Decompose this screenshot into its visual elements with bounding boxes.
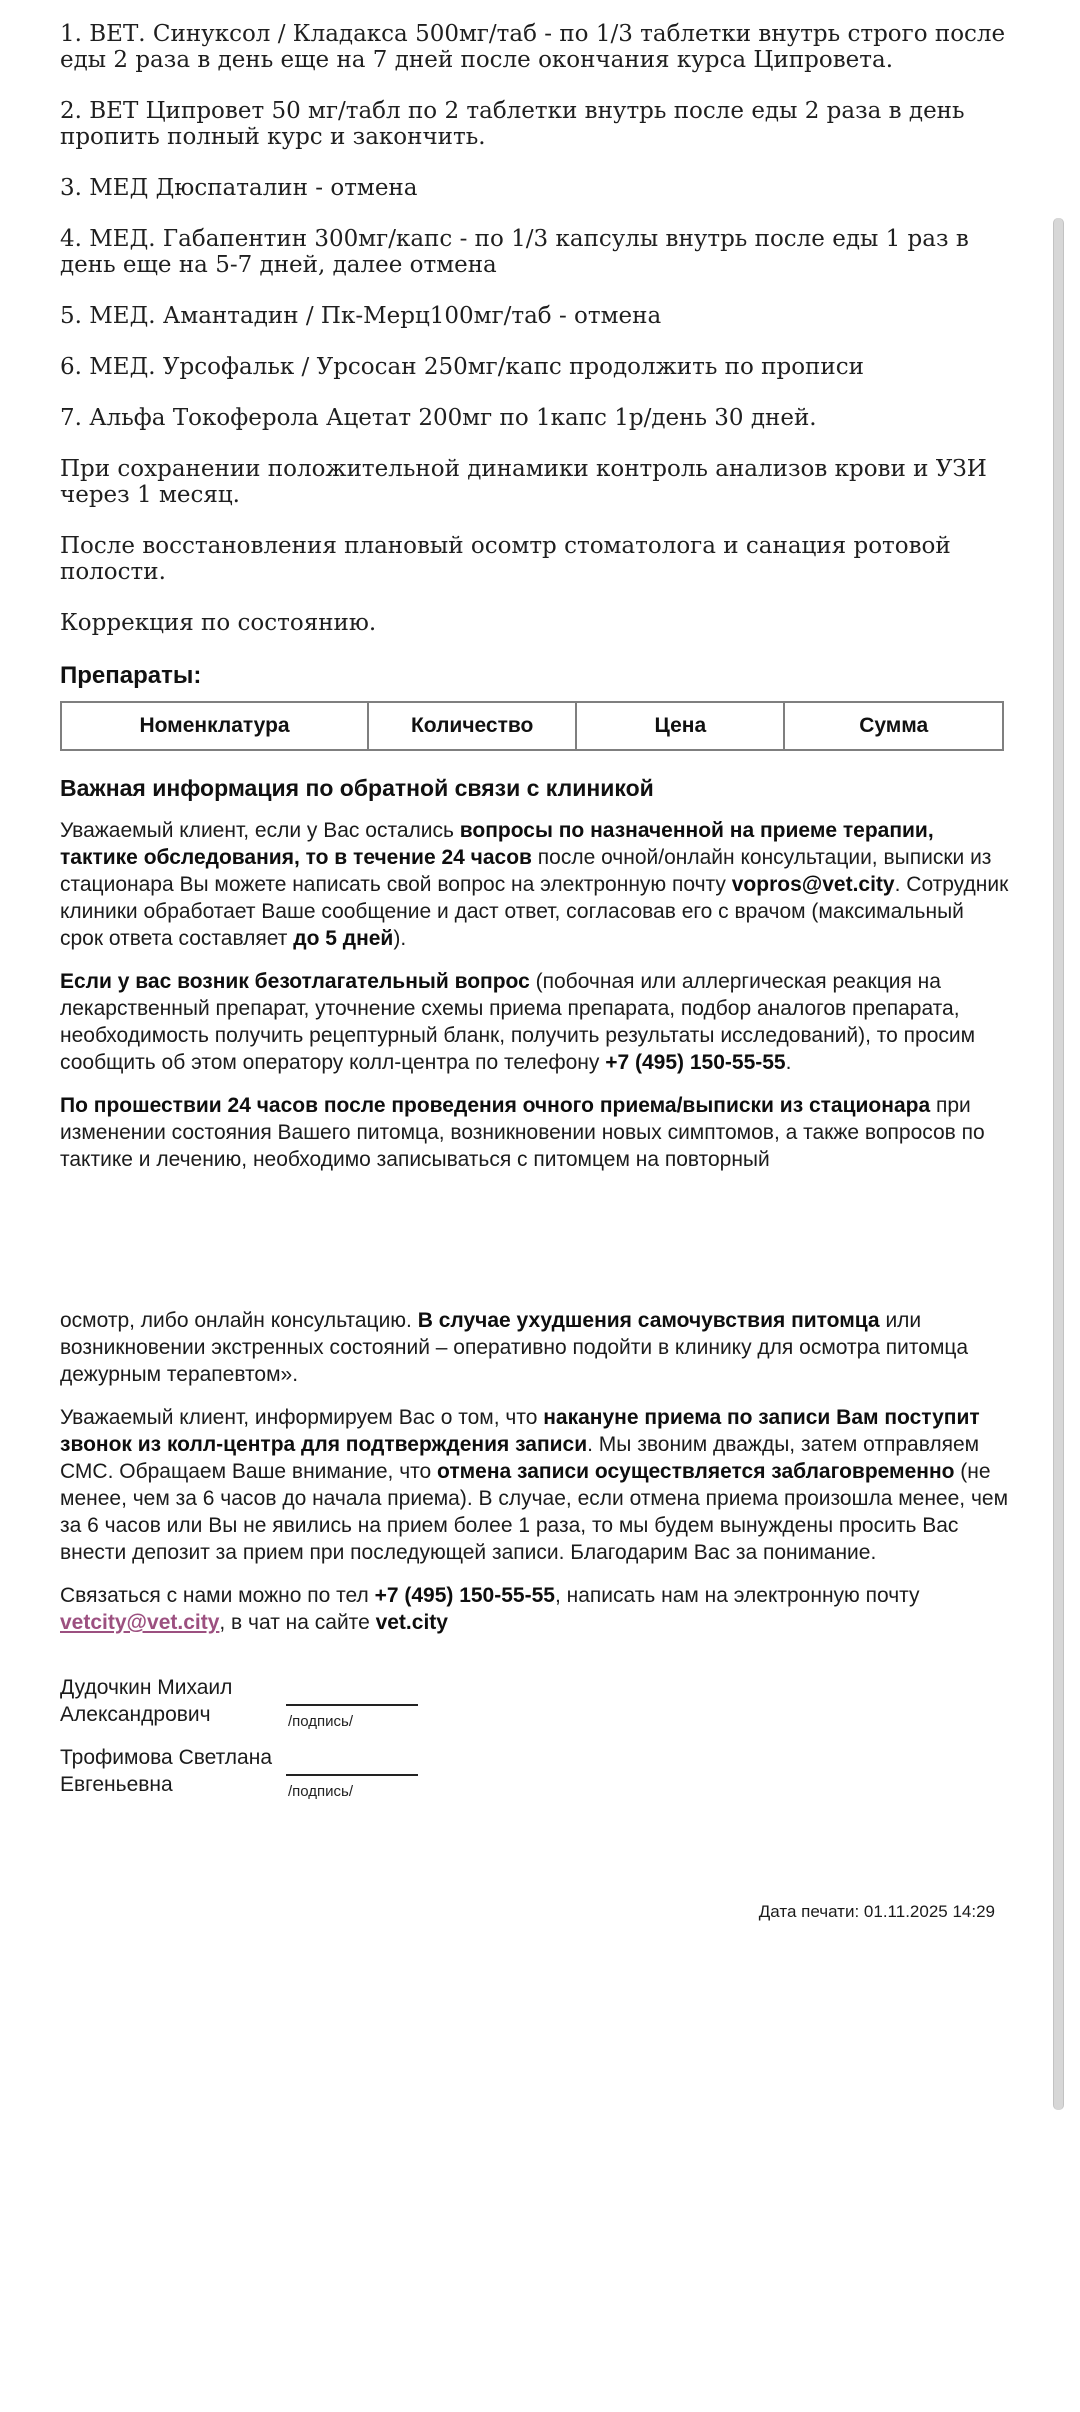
bold-text: В случае ухудшения самочувствия питомца [417, 1309, 880, 1332]
note-correction: Коррекция по состоянию. [60, 610, 377, 636]
prescription-item: 7. Альфа Токоферола Ацетат 200мг по 1капс 1р/день 30 дней. [60, 405, 817, 431]
note-dynamics: При сохранении положительной динамики контроль анализов крови и УЗИ через 1 месяц. [60, 456, 987, 508]
prescription-item: 1. ВЕТ. Синуксол / Кладакса 500мг/таб - по 1/3 таблетки внутрь строго после еды 2 раза в день еще на 7 дней после окончания курса Ципровета. [60, 21, 1006, 73]
text-run: ). [393, 927, 407, 950]
prescription-item: 3. МЕД Дюспаталин - отмена [60, 175, 418, 201]
text-run: Уважаемый клиент, если у Вас остались [60, 819, 460, 842]
feedback-section [60, 773, 1010, 1636]
feedback-heading: Важная информация по обратной связи с клиникой [60, 775, 654, 801]
bold-text: до 5 дней [293, 927, 394, 950]
text-run: . Мы звоним дважды, затем отправляем СМС. Обращаем Ваше внимание, что [60, 1433, 980, 1483]
prescription-item: 6. МЕД. Урсофальк / Урсосан 250мг/капс продолжить по прописи [60, 354, 864, 380]
feedback-paragraph-questions [60, 817, 1010, 952]
print-date: Дата печати: 01.11.2025 14:29 [758, 1902, 995, 1921]
medications-table-header-row [61, 702, 1003, 750]
prescription-item: 2. ВЕТ Ципровет 50 мг/табл по 2 таблетки внутрь после еды 2 раза в день пропить полный курс и закончить. [60, 98, 965, 150]
text-run: , написать нам на электронную почту [554, 1584, 920, 1607]
prescription-list [60, 21, 1010, 636]
signature-block-doctor1 [60, 1674, 1010, 1730]
text-run: после очной/онлайн консультации, выписки из стационара Вы можете написать свой вопрос на электронную почту [60, 846, 992, 896]
signature-caption: /подпись/ [288, 1783, 354, 1800]
text-run: Уважаемый клиент, информируем Вас о том, что [60, 1406, 544, 1429]
bold-text: накануне приема по записи Вам поступит звонок из колл-центра для подтверждения записи [60, 1406, 980, 1456]
signature-area [286, 1744, 418, 1800]
feedback-paragraph-booking [60, 1404, 1010, 1566]
medications-table [60, 701, 1004, 751]
feedback-paragraph-urgent [60, 968, 1010, 1076]
medications-label: Препараты: [60, 662, 202, 689]
bold-text: Если у вас возник безотлагательный вопрос [60, 970, 530, 993]
text-run: (не менее, чем за 6 часов до начала приема). В случае, если отмена приема произошла менее, чем за 6 часов или Вы не явились на прием более 1 раза, то мы будем вынуждены просить Вас внести депозит за прием при последующей записи. Благодарим Вас за понимание. [60, 1460, 1009, 1564]
bold-text: По прошествии 24 часов после проведения очного приема/выписки из стационара [60, 1094, 931, 1117]
text-run: при изменении состояния Вашего питомца, возникновении новых симптомов, а также вопросов по тактике и лечению, необходимо записываться с питомцем на повторный [60, 1094, 985, 1171]
column-header-quantity: Количество [368, 702, 576, 750]
doctor-name: Дудочкин Михаил Александрович [60, 1676, 233, 1726]
text-run: , в чат на сайте [219, 1611, 376, 1634]
bold-text: vopros@vet.city [731, 873, 895, 896]
signature-line [286, 1674, 418, 1706]
email-link[interactable]: vetcity@vet.city [60, 1611, 220, 1634]
bold-text: vet.city [375, 1611, 448, 1634]
note-dentist: После восстановления плановый осомтр стоматолога и санация ротовой полости. [60, 533, 951, 585]
signature-area [286, 1674, 418, 1730]
column-header-nomenclature: Номенклатура [61, 702, 368, 750]
bold-text: отмена записи осуществляется заблаговременно [437, 1460, 955, 1483]
column-header-price: Цена [576, 702, 784, 750]
prescription-item: 5. МЕД. Амантадин / Пк-Мерц100мг/таб - отмена [60, 303, 662, 329]
page-break-gap [60, 1189, 1010, 1307]
feedback-paragraph-after-24h [60, 1092, 1010, 1173]
bold-text: +7 (495) 150-55-55 [605, 1051, 786, 1074]
signature-block-doctor2 [60, 1744, 1010, 1800]
text-run: . [785, 1051, 792, 1074]
bold-text: +7 (495) 150-55-55 [374, 1584, 555, 1607]
column-header-sum: Сумма [784, 702, 1003, 750]
text-run: или возникновении экстренных состояний – оперативно подойти в клинику для осмотра питомца дежурным терапевтом». [60, 1309, 969, 1386]
signature-caption: /подпись/ [288, 1713, 354, 1730]
text-run: осмотр, либо онлайн консультацию. [60, 1309, 418, 1332]
prescription-item: 4. МЕД. Габапентин 300мг/капс - по 1/3 капсулы внутрь после еды 1 раз в день еще на 5-7 дней, далее отмена [60, 226, 969, 278]
feedback-paragraph-repeat-visit [60, 1307, 1010, 1388]
text-run: Связаться с нами можно по тел [60, 1584, 375, 1607]
document-content [60, 0, 1010, 1814]
text-run: (побочная или аллергическая реакция на лекарственный препарат, уточнение схемы приема препарата, подбор аналогов препарата, необходимость получить рецептурный бланк, получить результаты исследований), то просим сообщить об этом оператору колл-центра по телефону [60, 970, 976, 1074]
scrollbar-thumb[interactable] [1053, 218, 1064, 2110]
contact-paragraph [60, 1582, 1010, 1636]
bold-text: вопросы по назначенной на приеме терапии, тактике обследования, то в течение 24 часов [60, 819, 934, 869]
signature-line [286, 1744, 418, 1776]
doctor-name: Трофимова Светлана Евгеньевна [60, 1746, 272, 1796]
text-run: . Сотрудник клиники обработает Ваше сообщение и даст ответ, согласовав его с врачом (максимальный срок ответа составляет [60, 873, 1009, 950]
